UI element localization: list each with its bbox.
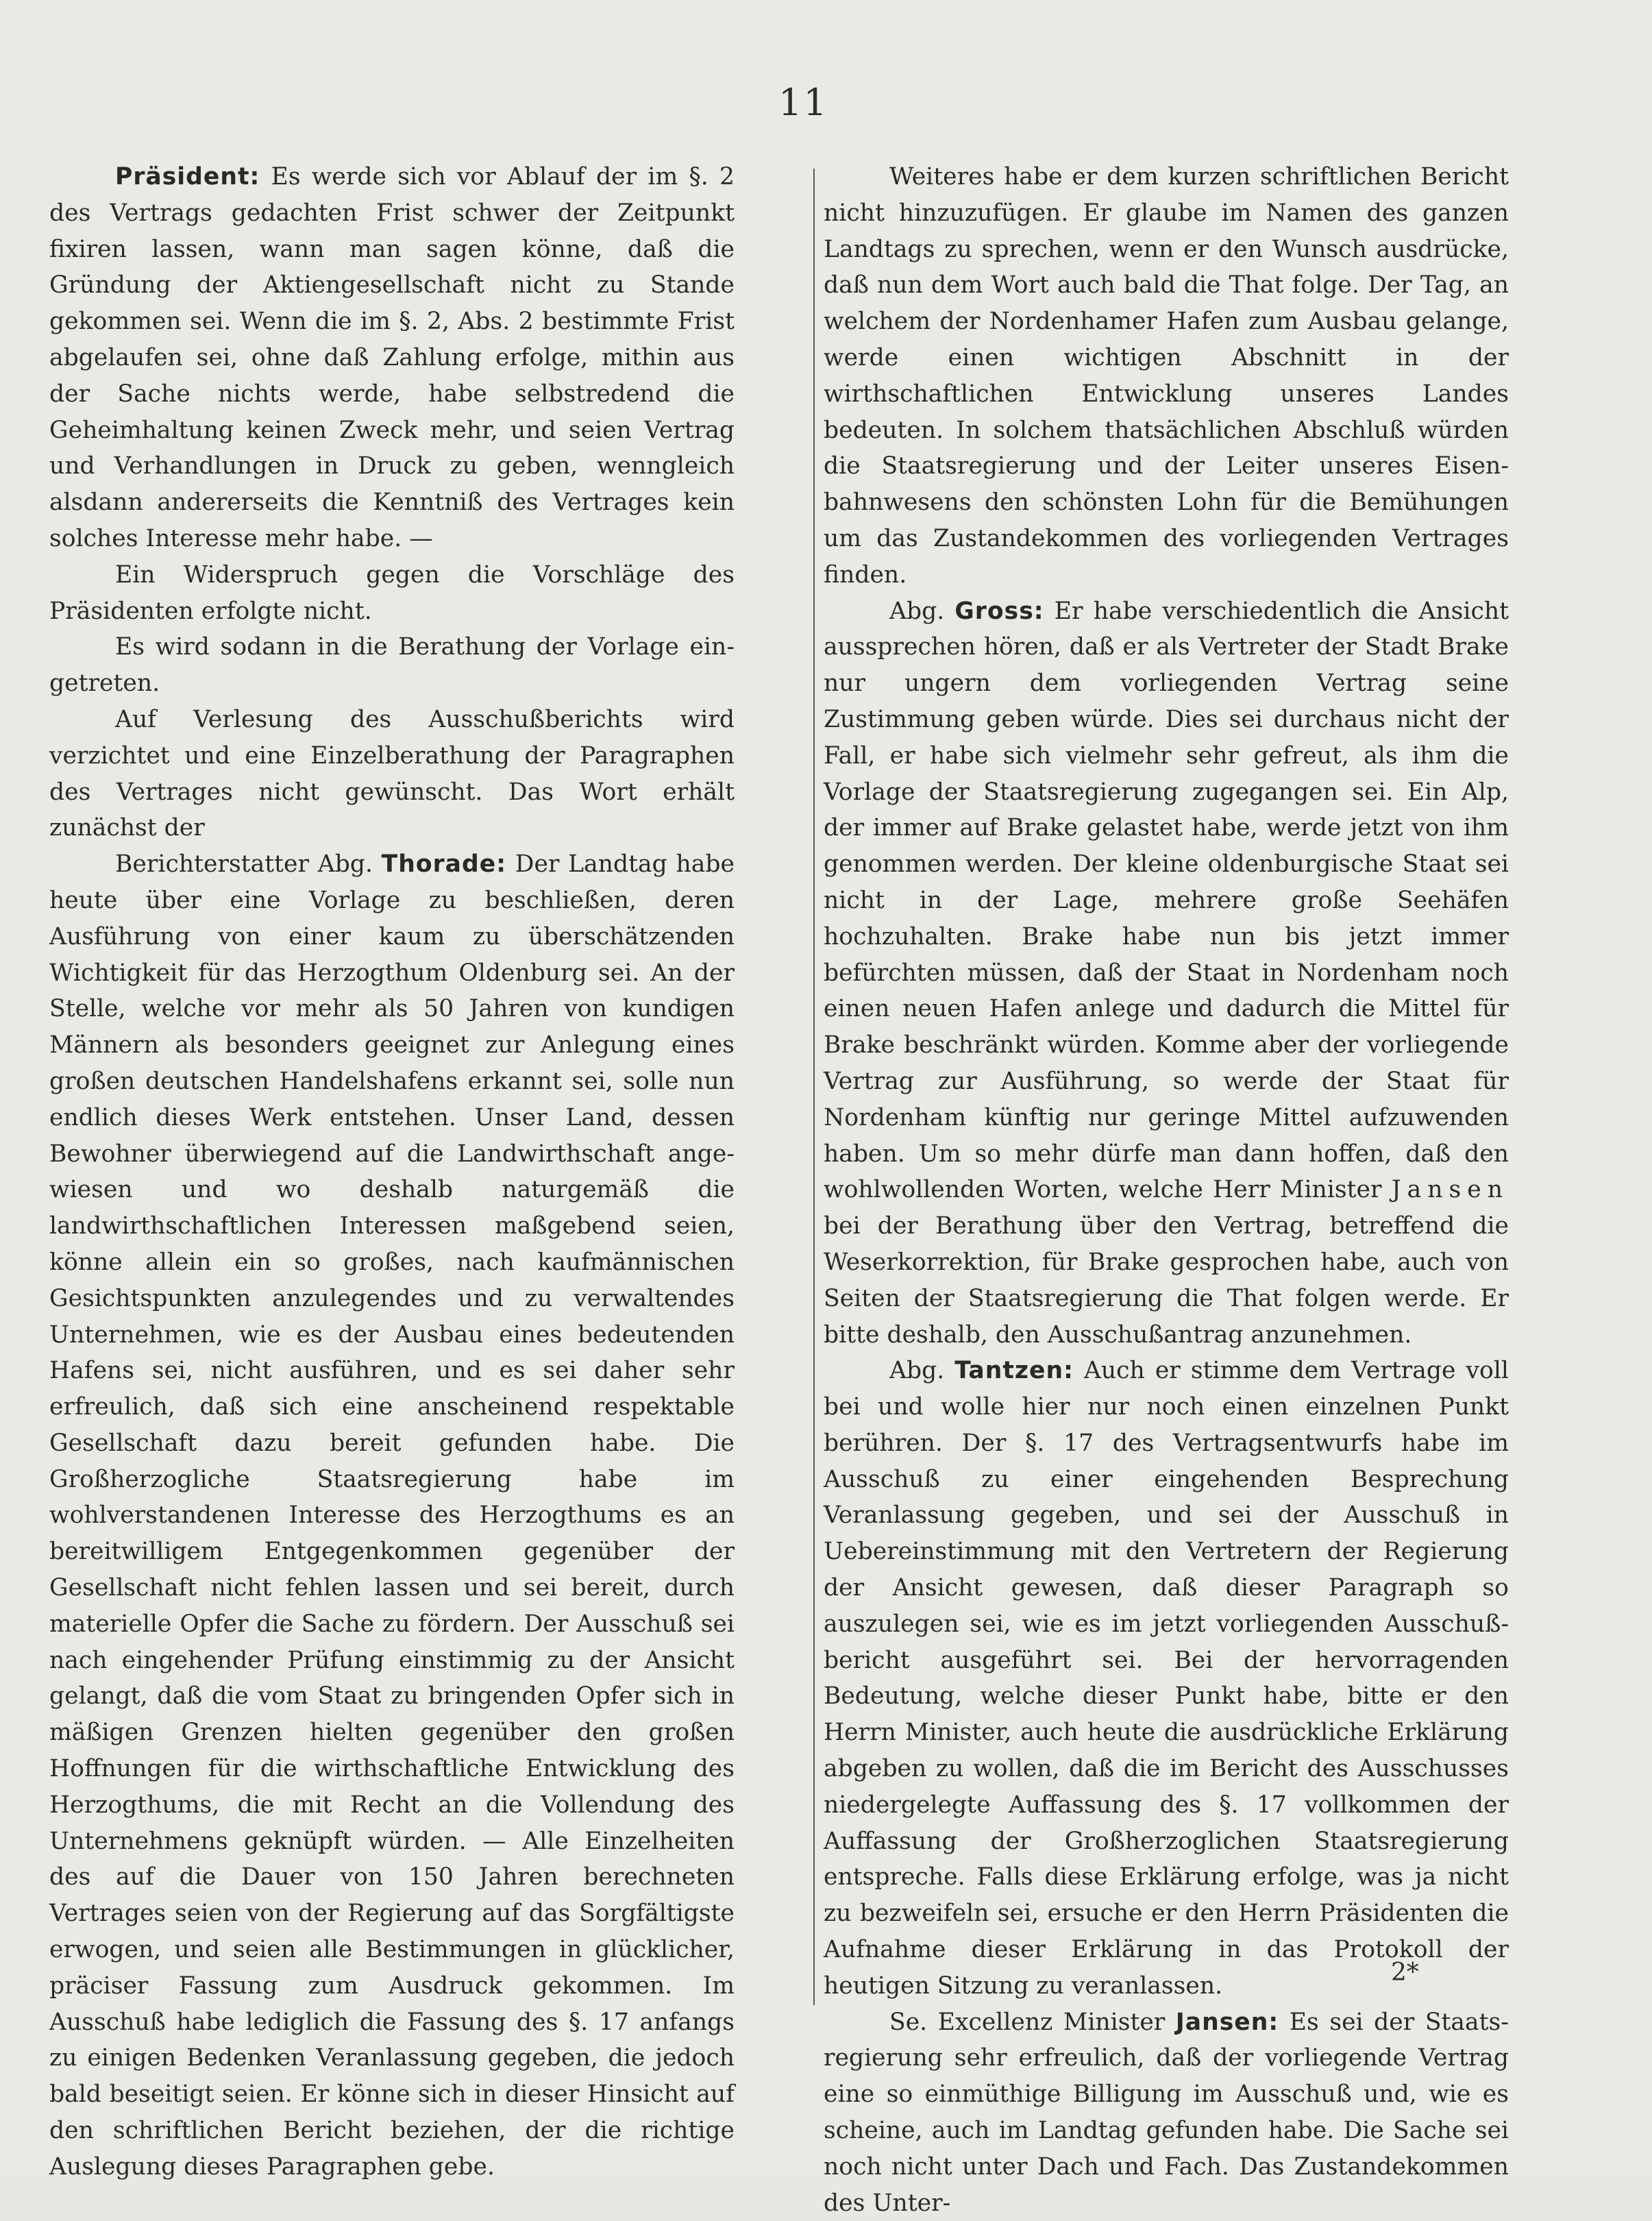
speaker-title: Se. Excellenz Minister bbox=[889, 2008, 1176, 2036]
speaker-title: Abg. bbox=[889, 1357, 955, 1385]
paragraph-continuation: Weiteres habe er dem kurzen schriftlichen Bericht nicht hinzuzufügen. Er glaube im Namen des ganzen Landtags zu sprechen, wenn er den Wunsch ausdrücke, daß nun dem Wort auch bald die That folge. Der Tag, an welchem der Nordenhamer Hafen zum Ausbau gelange, werde einen wichtigen Abschnitt in der wirthschaftlichen Entwicklung unseres Landes bedeuten. In solchem thatsächlichen Abschluß würden die Staatsregierung und der Leiter unseres Eisenbahnwesens den schönsten Lohn für die Bemühungen um das Zustandekommen des vorliegenden Vertrages finden. bbox=[824, 163, 1509, 589]
speaker-title: Berichterstatter Abg. bbox=[115, 850, 382, 879]
paragraph-text: Er habe verschiedentlich die Ansicht aussprechen hören, daß er als Vertreter der Stadt Brake nur ungern dem vorliegenden Vertrag seine Zustimmung geben würde. Dies sei durchaus nicht der Fall, er habe sich vielmehr sehr gefreut, als ihm die Vorlage der Staatsregierung zugegangen sei. Ein Alp, der immer auf Brake gelastet habe, werde jetzt von ihm genommen werden. Der kleine oldenburgische Staat sei nicht in der Lage, mehrere große Seehäfen hochzuhalten. Brake habe nun bis jetzt immer befürchten müssen, daß der Staat in Nordenham noch einen neuen Hafen anlege und dadurch die Mittel für Brake beschränkt würden. Komme aber der vorliegende Vertrag zur Ausführung, so werde der Staat für Nordenham künftig nur geringe Mittel aufzuwenden haben. Um so mehr dürfe man dann hoffen, daß den wohlwollenden Worten, welche Herr Minister bbox=[824, 597, 1509, 1204]
minister-name: Jansen bbox=[1391, 1176, 1509, 1204]
paragraph-tantzen bbox=[824, 1353, 1509, 2004]
right-column bbox=[824, 159, 1509, 2221]
paragraph-text: Der Landtag habe heute über eine Vorlage zu beschließen, deren Ausführung von einer kaum zu überschätzenden Wichtigkeit für das Herzogthum Oldenburg sei. An der Stelle, welche vor mehr als 50 Jahren von kundigen Männern als besonders geeignet zur Anlegung eines großen deutschen Handelshafens erkannt sei, solle nun endlich dieses Werk entstehen. Unser Land, dessen Bewohner überwiegend auf die Landwirthschaft angewiesen und wo deshalb naturgemäß die landwirthschaftlichen Interessen maßgebend seien, könne allein ein so großes, nach kaufmännischen Gesichtspunkten anzulegendes und zu verwaltendes Unternehmen, wie es der Ausbau eines bedeutenden Hafens sei, nicht ausführen, und es sei daher sehr erfreulich, daß sich eine anscheinend respektable Gesellschaft dazu bereit gefunden habe. Die Großherzogliche Staatsregierung habe im wohlverstandenen Interesse des Herzogthums es an bereitwilligem Entgegenkommen gegenüber der Gesellschaft nicht fehlen lassen und sei bereit, durch materielle Opfer die Sache zu fördern. Der Ausschuß sei nach eingehender Prüfung einstimmig zu der Ansicht gelangt, daß die vom Staat zu bringenden Opfer sich in mäßigen Grenzen hielten gegenüber den großen Hoffnungen für die wirthschaftliche Entwicklung des Herzogthums, die mit Recht an die Vollendung des Unternehmens geknüpft würden. — Alle Einzelheiten des auf die Dauer von 150 Jahren berechneten Vertrages seien von der Regierung auf das Sorgfältigste erwogen, und seien alle Bestimmungen in glücklicher, präciser Fassung zum Ausdruck gekommen. Im Ausschuß habe lediglich die Fassung des §. 17 anfangs zu einigen Bedenken Veranlassung gegeben, die jedoch bald beseitigt seien. Er könne sich in dieser Hinsicht auf den schriftlichen Bericht beziehen, der die richtige Auslegung dieses Paragraphen gebe. bbox=[49, 850, 735, 2181]
paragraph-gross bbox=[824, 593, 1509, 1353]
speaker-title: Abg. bbox=[889, 597, 955, 625]
left-column bbox=[49, 159, 735, 2185]
paragraph-text: Es werde sich vor Ablauf der im §. 2 des Vertrags gedachten Frist schwer der Zeitpunkt fixiren lassen, wann man sagen könne, daß die Gründung der Aktiengesellschaft nicht zu Stande gekommen sei. Wenn die im §. 2, Abs. 2 bestimmte Frist abgelaufen sei, ohne daß Zahlung erfolge, mithin aus der Sache nichts werde, habe selbstredend die Geheimhaltung keinen Zweck mehr, und seien Vertrag und Verhandlungen in Druck zu geben, wenngleich alsdann andererseits die Kenntniß des Vertrages kein solches Interesse mehr habe. — bbox=[49, 163, 735, 552]
speaker-name: Gross: bbox=[954, 597, 1044, 625]
paragraph-text: bei der Berathung über den Vertrag, betreffend die Weserkorrektion, für Brake gesprochen habe, auch von Seiten der Staatsregierung die That folgen werde. Er bitte deshalb, den Ausschußantrag anzunehmen. bbox=[824, 1212, 1509, 1349]
speaker-name: Jansen: bbox=[1175, 2008, 1279, 2036]
paragraph-text: Auch er stimme dem Vertrage voll bei und wolle hier nur noch einen einzelnen Punkt berühren. Der §. 17 des Vertragsentwurfs habe im Ausschuß zu einer eingehenden Besprechung Veranlassung gegeben, und sei der Ausschuß in Uebereinstimmung mit den Vertretern der Regierung der Ansicht gewesen, daß dieser Paragraph so auszulegen sei, wie es im jetzt vorliegenden Ausschußbericht ausgeführt sei. Bei der hervorragenden Bedeutung, welche dieser Punkt habe, bitte er den Herrn Minister, auch heute die ausdrückliche Erklärung abgeben zu wollen, daß die im Bericht des Ausschusses niedergelegte Auffassung des §. 17 vollkommen der Auffassung der Großherzoglichen Staatsregierung entspreche. Falls diese Erklärung erfolge, was ja nicht zu bezweifeln sei, ersuche er den Herrn Präsidenten die Aufnahme dieser Erklärung in das Protokoll der heutigen Sitzung zu veranlassen. bbox=[824, 1357, 1509, 2000]
paragraph-thorade bbox=[49, 846, 735, 2185]
speaker-name: Tantzen: bbox=[954, 1357, 1074, 1385]
column-divider bbox=[813, 169, 815, 2005]
speaker-name: Präsident: bbox=[115, 163, 260, 191]
paragraph-text: Es sei der Staatsregierung sehr erfreulich, daß der vorliegende Vertrag eine so einmüthige Billigung im Ausschuß und, wie es scheine, auch im Landtag gefunden habe. Die Sache sei noch nicht unter Dach und Fach. Das Zustandekommen des Unter- bbox=[824, 2008, 1509, 2217]
speaker-name: Thorade: bbox=[381, 850, 507, 879]
paragraph-committee-report: Auf Verlesung des Ausschußberichts wird verzichtet und eine Einzelberathung der Paragraphen des Vertrages nicht gewünscht. Das Wort erhält zunächst der bbox=[49, 705, 735, 842]
signature-mark: 2* bbox=[1391, 1959, 1419, 1987]
paragraph-minister-jansen bbox=[824, 2004, 1509, 2221]
paragraph-deliberation: Es wird sodann in die Berathung der Vorlage eingetreten. bbox=[49, 633, 735, 698]
page-number: 11 bbox=[778, 81, 828, 124]
paragraph-president bbox=[49, 159, 735, 557]
paragraph-no-objection: Ein Widerspruch gegen die Vorschläge des Präsidenten erfolgte nicht. bbox=[49, 561, 735, 625]
